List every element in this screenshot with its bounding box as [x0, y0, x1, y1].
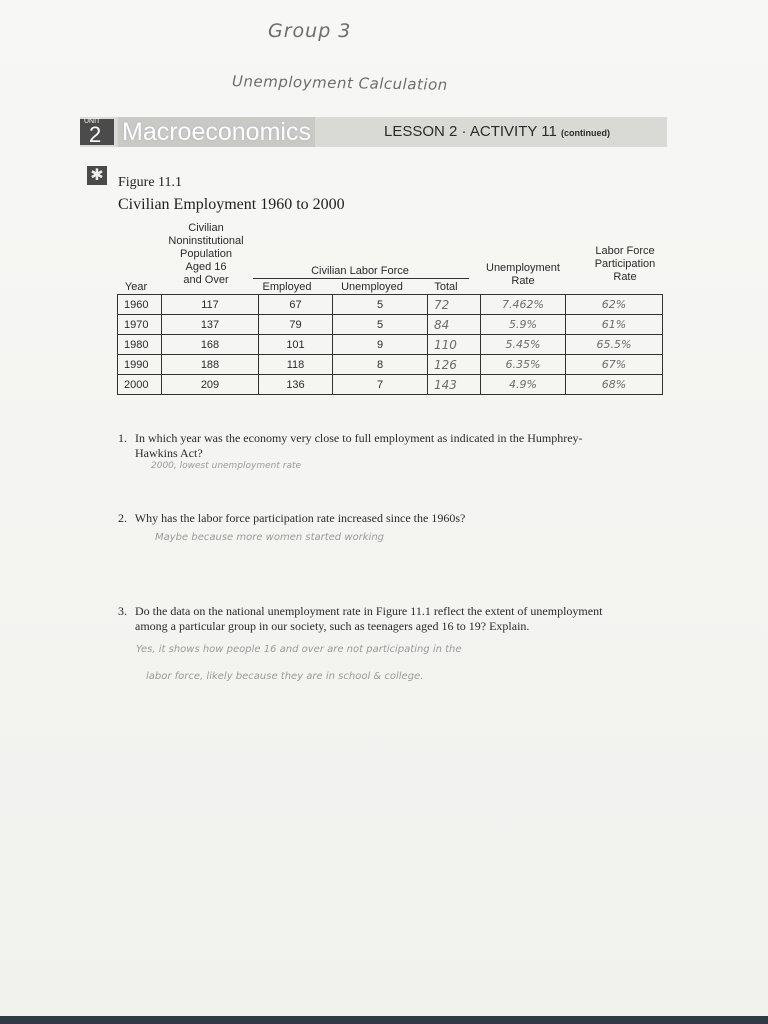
header-participation-line: Rate — [613, 271, 637, 283]
header-population — [158, 222, 254, 287]
cell-total: 110 — [428, 335, 481, 355]
cell-year: 2000 — [118, 375, 162, 395]
unit-badge — [80, 119, 114, 145]
cell-year: 1960 — [118, 295, 162, 315]
cell-participation-rate: 68% — [566, 375, 663, 395]
cell-total: 143 — [428, 375, 481, 395]
unit-number: 2 — [89, 122, 102, 147]
question-text: Do the data on the national unemployment rate in Figure 11.1 reflect the extent of unemployment — [135, 604, 603, 618]
header-population-line: Population — [180, 248, 232, 260]
cell-year: 1990 — [118, 355, 162, 375]
cell-total: 84 — [428, 315, 481, 335]
header-unemployment-rate — [475, 262, 571, 288]
cell-year: 1970 — [118, 315, 162, 335]
cell-employed: 118 — [259, 355, 333, 375]
header-unemployment-line: Unemployment — [486, 262, 560, 274]
cell-employed: 79 — [259, 315, 333, 335]
lesson-heading — [384, 123, 610, 140]
question-1 — [118, 431, 663, 461]
question-2 — [118, 511, 663, 526]
question-text: Why has the labor force participation rate increased since the 1960s? — [134, 511, 466, 525]
table-row — [118, 295, 663, 315]
asterisk-icon: ✱ — [87, 166, 107, 185]
cell-population: 188 — [162, 355, 259, 375]
bottom-edge — [0, 1016, 768, 1024]
cell-population: 168 — [162, 335, 259, 355]
cell-total: 72 — [428, 295, 481, 315]
table-row — [118, 335, 663, 355]
answer-1: 2000, lowest unemployment rate — [151, 461, 302, 471]
cell-population: 137 — [162, 315, 259, 335]
handwritten-group-label: Group 3 — [268, 20, 352, 42]
cell-unemployment-rate: 7.462% — [481, 295, 566, 315]
employment-table — [117, 294, 663, 395]
question-text: Hawkins Act? — [135, 446, 203, 460]
cell-unemployed: 5 — [333, 295, 428, 315]
cell-unemployed: 5 — [333, 315, 428, 335]
header-employed: Employed — [262, 281, 312, 293]
header-total: Total — [434, 281, 458, 293]
unit-name: Macroeconomics — [118, 117, 315, 147]
cell-participation-rate: 61% — [566, 315, 663, 335]
cell-population: 209 — [162, 375, 259, 395]
header-year: Year — [124, 281, 148, 293]
header-population-line: Civilian — [188, 222, 224, 234]
cell-unemployed: 8 — [333, 355, 428, 375]
cell-year: 1980 — [118, 335, 162, 355]
answer-3-line-1: Yes, it shows how people 16 and over are not participating in the — [136, 644, 462, 655]
cell-participation-rate: 65.5% — [566, 335, 663, 355]
header-rule — [253, 278, 469, 279]
figure-title: Civilian Employment 1960 to 2000 — [118, 196, 345, 213]
cell-unemployment-rate: 6.35% — [481, 355, 566, 375]
header-population-line: Aged 16 — [185, 261, 227, 273]
cell-population: 117 — [162, 295, 259, 315]
header-participation-rate — [582, 245, 668, 284]
question-number: 3. — [118, 604, 127, 618]
figure-number: Figure 11.1 — [118, 175, 183, 190]
cell-employed: 136 — [259, 375, 333, 395]
cell-employed: 67 — [259, 295, 333, 315]
cell-unemployed: 7 — [333, 375, 428, 395]
question-text: among a particular group in our society, such as teenagers aged 16 to 19? Explain. — [135, 619, 530, 633]
question-3 — [118, 604, 663, 634]
table-row — [118, 375, 663, 395]
question-text: In which year was the economy very close to full employment as indicated in the Humphrey- — [135, 431, 583, 445]
question-number: 2. — [118, 511, 127, 525]
table-row — [118, 355, 663, 375]
header-unemployment-line: Rate — [511, 275, 535, 287]
cell-unemployment-rate: 5.45% — [481, 335, 566, 355]
header-unemployed: Unemployed — [341, 281, 403, 293]
cell-unemployment-rate: 5.9% — [481, 315, 566, 335]
unit-banner — [80, 117, 667, 147]
cell-employed: 101 — [259, 335, 333, 355]
continued-label: (continued) — [561, 128, 611, 138]
cell-unemployed: 9 — [333, 335, 428, 355]
cell-total: 126 — [428, 355, 481, 375]
answer-2: Maybe because more women started working — [155, 532, 384, 543]
handwritten-subtitle: Unemployment Calculation — [231, 72, 448, 94]
table-row — [118, 315, 663, 335]
header-participation-line: Participation — [594, 258, 656, 270]
cell-participation-rate: 67% — [566, 355, 663, 375]
header-labor-force: Civilian Labor Force — [311, 265, 409, 277]
cell-unemployment-rate: 4.9% — [481, 375, 566, 395]
unit-label: UNIT — [84, 118, 101, 125]
header-population-line: Noninstitutional — [168, 235, 244, 247]
cell-participation-rate: 62% — [566, 295, 663, 315]
answer-3-line-2: labor force, likely because they are in school & college. — [146, 671, 424, 682]
header-participation-line: Labor Force — [595, 245, 655, 257]
lesson-title: LESSON 2 · ACTIVITY 11 — [384, 123, 557, 140]
header-population-line: and Over — [183, 274, 229, 286]
question-number: 1. — [118, 431, 127, 445]
